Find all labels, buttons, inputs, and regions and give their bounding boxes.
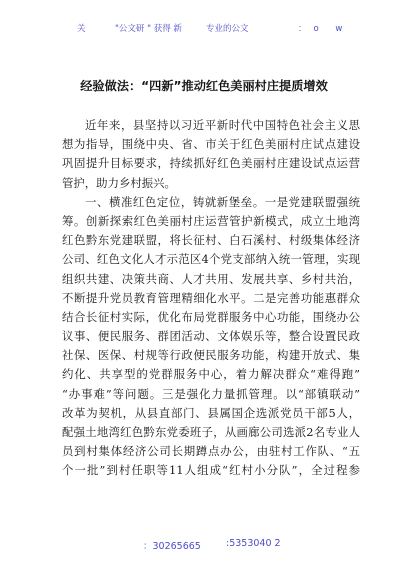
footer-text-2: :5353040 2 <box>226 538 281 549</box>
body-line: 公司、红色文化人才示范区4个党支部纳入统一管理，实现 <box>62 252 360 267</box>
header-text-1: 关 <box>77 24 86 34</box>
body-line: 红色黔东党建联盟，将长征村、白石溪村、村级集体经济 <box>62 233 360 248</box>
body-line: 不断提升党员教育管理精细化水平。二是完善功能惠群众 <box>62 290 360 305</box>
body-line: 改革为契机，从县直部门、县属国企选派党员干部5人， <box>62 405 360 420</box>
body-line: 组织共建、决策共商、人才共用、发展共享、乡村共治， <box>62 271 360 286</box>
body-line: 个一批”到村任职等11人组成“红村小分队”，全过程参 <box>62 463 360 478</box>
document-body <box>62 116 360 481</box>
header-text-3: 专业的公文 <box>206 24 249 34</box>
body-line: 近年来，县坚持以习近平新时代中国特色社会主义思 <box>85 118 360 132</box>
footer-text-1: ：30265665 <box>143 541 201 552</box>
body-line: 想为指导，围绕中央、省、市关于红色美丽村庄试点建设 <box>62 137 360 152</box>
header-text-2: "公文研 " 获得 新 <box>115 24 182 34</box>
body-line: 一、横准红色定位，铸就新堡垒。一是党建联盟强统 <box>85 194 360 209</box>
body-line: 社保、医保、村规等行政便民服务功能，构建开放式、集 <box>62 348 360 363</box>
body-line: 约化、共享型的党群服务中心，着力解决群众“难得跑” <box>62 367 360 382</box>
body-line: “办事难”等问题。三是强化力量抓管理。以“部镇联动” <box>62 386 360 401</box>
body-line: 筹。创新探索红色美丽村庄运营管护新模式，成立土地湾 <box>62 213 360 228</box>
body-line: 员到村集体经济公司长期蹲点办公，由驻村工作队、“五 <box>62 444 360 459</box>
header-text-4: ：o w <box>298 24 350 34</box>
body-line: 巩固提升目标要求，持续抓好红色美丽村庄建设试点运营 <box>62 156 360 171</box>
body-line: 结合长征村实际，优化布局党群服务中心功能，围绕办公 <box>62 309 360 324</box>
document-title: 经验做法：“四新”推动红色美丽村庄提质增效 <box>80 79 328 93</box>
body-line: 管护，助力乡村振兴。 <box>62 175 176 190</box>
body-line: 配强土地湾红色黔东党委班子，从画廊公司选派2名专业人 <box>62 425 360 439</box>
body-line: 议事、便民服务、群团活动、文体娱乐等，整合设置民政 <box>62 329 360 344</box>
page-header <box>0 22 408 38</box>
